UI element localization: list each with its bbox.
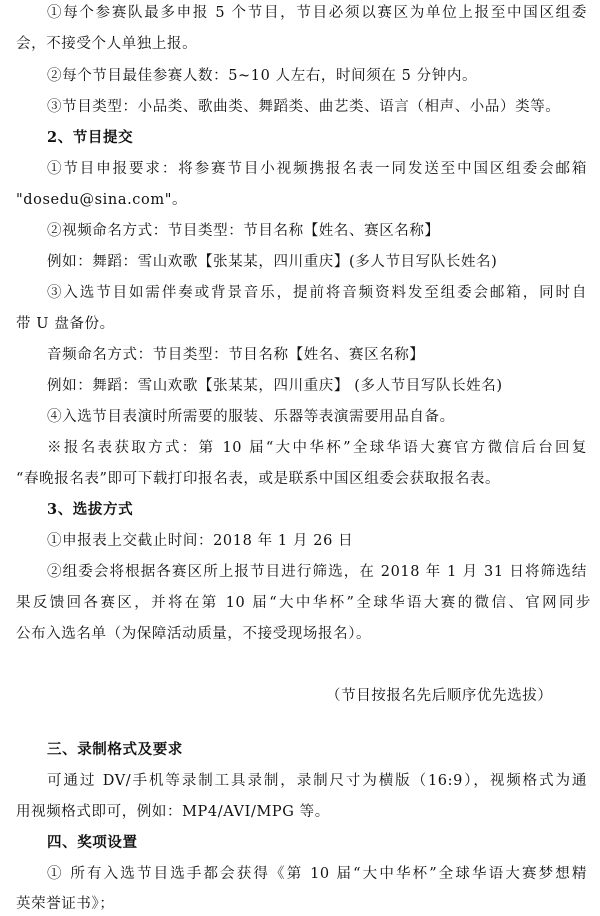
paragraph-line: ①申报表上交截止时间：2018 年 1 月 26 日 [47, 533, 354, 549]
paragraph-line: 公布入选名单（为保障活动质量，不接受现场报名）。 [16, 626, 372, 642]
paragraph-line: ③节目类型：小品类、歌曲类、舞蹈类、曲艺类、语言（相声、小品）类等。 [47, 99, 561, 115]
paragraph-line: 例如：舞蹈：雪山欢歌【张某某，四川重庆】 (多人节目写队长姓名) [47, 378, 503, 394]
section-heading: 3、选拔方式 [47, 501, 134, 518]
paragraph-line: 英荣誉证书》； [16, 896, 115, 912]
paragraph-line: 会，不接受个人单独上报。 [16, 36, 198, 52]
paragraph-line: 带 U 盘备份。 [16, 316, 115, 332]
paragraph-line: ②组委会将根据各赛区所上报节目进行筛选，在 2018 年 1 月 31 日将筛选结 [47, 564, 587, 580]
paragraph-line: 音频命名方式：节目类型：节目名称【姓名、赛区名称】 [47, 347, 425, 363]
paragraph-line: ※报名表获取方式：第 10 届“大中华杯”全球华语大赛官方微信后台回复 [47, 440, 587, 456]
paragraph-line: “春晚报名表”即可下载打印报名表，或是联系中国区组委会获取报名表。 [16, 471, 501, 487]
paragraph-line: 果反馈回各赛区，并将在第 10 届“大中华杯”全球华语大赛的微信、官网同步 [16, 595, 591, 611]
paragraph-line: ①每个参赛队最多申报 5 个节目，节目必须以赛区为单位上报至中国区组委 [47, 5, 587, 21]
paragraph-line: 例如：舞蹈：雪山欢歌【张某某，四川重庆】(多人节目写队长姓名) [47, 254, 498, 270]
section-heading: 三、录制格式及要求 [47, 741, 183, 758]
paragraph-line: ②每个节目最佳参赛人数：5~10 人左右，时间须在 5 分钟内。 [47, 68, 478, 84]
paragraph-line: "dosedu@sina.com"。 [16, 192, 188, 208]
section-heading: 2、节目提交 [47, 129, 134, 146]
paragraph-line: ① 所有入选节目选手都会获得《第 10 届“大中华杯”全球华语大赛梦想精 [47, 866, 587, 882]
paragraph-line: 可通过 DV/手机等录制工具录制，录制尺寸为横版（16:9），视频格式为通 [47, 773, 587, 789]
paragraph-line: ③入选节目如需伴奏或背景音乐，提前将音频资料发至组委会邮箱，同时自 [47, 285, 587, 301]
section-heading: 四、奖项设置 [47, 834, 138, 851]
paragraph-line: ①节目申报要求：将参赛节目小视频携报名表一同发送至中国区组委会邮箱 [47, 161, 587, 177]
paragraph-line: ②视频命名方式：节目类型：节目名称【姓名、赛区名称】 [47, 223, 440, 239]
paragraph-line: 用视频格式即可，例如：MP4/AVI/MPG 等。 [16, 804, 330, 820]
paragraph-line: ④入选节目表演时所需要的服装、乐器等表演需要用品自备。 [47, 409, 455, 425]
selection-note: （节目按报名先后顺序优先选拔） [326, 688, 553, 704]
